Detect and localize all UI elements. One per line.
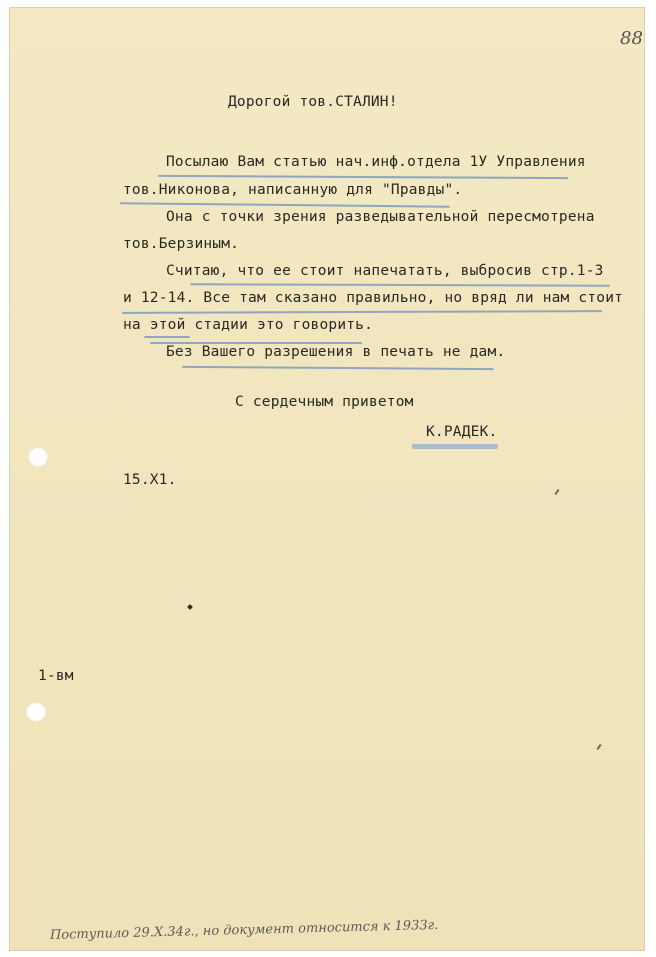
greeting: Дорогой тов.СТАЛИН! <box>228 94 398 110</box>
closing: С сердечным приветом <box>235 394 414 410</box>
date: 15.Х1. <box>123 472 177 488</box>
paper-speck <box>554 489 559 495</box>
letter-line-6: и 12-14. Все там сказано правильно, но вряд ли нам стоит <box>123 290 624 306</box>
handwritten-note: Поступило 29.Х.34г., но документ относится к 1933г. <box>49 917 439 943</box>
page-number: 88 <box>620 28 643 49</box>
underline-line-8 <box>182 366 494 370</box>
underline-word-this <box>144 336 190 338</box>
letter-line-3: Она с точки зрения разведывательной пересмотрена <box>166 209 595 225</box>
underline-line-5 <box>190 283 610 286</box>
document-page <box>10 8 644 950</box>
letter-line-1: Посылаю Вам статью нач.инф.отдела 1У Управления <box>166 154 586 170</box>
registry-mark: 1-вм <box>38 668 74 684</box>
signature: К.РАДЕК. <box>426 424 498 440</box>
letter-line-2: тов.Никонова, написанную для "Правды". <box>123 182 463 198</box>
underline-line-2 <box>120 202 450 207</box>
letter-line-5: Считаю, что ее стоит напечатать, выбросив стр.1-3 <box>166 263 604 279</box>
underline-line-1 <box>158 175 568 179</box>
signature-mark <box>412 444 498 449</box>
paper-speck <box>596 744 601 750</box>
letter-line-7: на этой стадии это говорить. <box>123 317 374 333</box>
underline-line-6 <box>122 310 602 314</box>
letter-line-8: Без Вашего разрешения в печать не дам. <box>166 344 506 360</box>
punch-hole <box>28 447 48 467</box>
ink-dot <box>187 604 193 610</box>
punch-hole <box>26 702 46 722</box>
letter-line-4: тов.Берзиным. <box>123 236 240 252</box>
